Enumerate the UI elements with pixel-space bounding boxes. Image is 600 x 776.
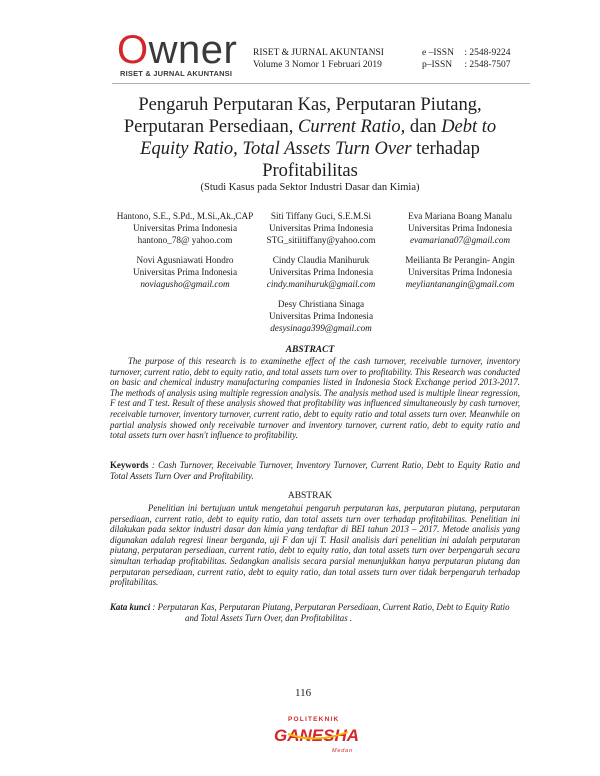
journal-name: RISET & JURNAL AKUNTANSI: [253, 48, 384, 58]
paper-subtitle: (Studi Kasus pada Sektor Industri Dasar dan Kimia): [200, 182, 420, 193]
author-name: Novi Agusniawati Hondro: [136, 255, 234, 265]
abstrak-heading: ABSTRAK: [287, 491, 333, 501]
title-line-2-a: Perputaran Persediaan,: [123, 117, 298, 137]
author-name: Cindy Claudia Manihuruk: [272, 255, 370, 265]
logo-top-text: POLITEKNIK: [288, 716, 340, 723]
author-email: meyliantanangin@gmail.com: [405, 279, 515, 289]
author-email: hantono_78@ yahoo.com: [137, 235, 233, 245]
header-divider: [112, 83, 530, 84]
title-line-3-a: Equity Ratio, Total Assets Turn Over: [140, 139, 412, 159]
author-name: Eva Mariana Boang Manalu: [408, 211, 512, 221]
pissn-row: [422, 59, 511, 71]
journal-logo: [117, 30, 237, 70]
author-email: noviagusho@gmail.com: [140, 279, 230, 289]
title-line-3: [95, 138, 525, 160]
keywords-label: Keywords: [110, 460, 149, 470]
logo-bottom-text: Medan: [332, 748, 353, 754]
author-affiliation: Universitas Prima Indonesia: [132, 223, 238, 233]
author-affiliation: Universitas Prima Indonesia: [268, 223, 374, 233]
title-line-3-b: terhadap: [411, 139, 480, 159]
author-email: desysinaga399@gmail.com: [270, 323, 372, 333]
abstrak-text: Penelitian ini bertujuan untuk mengetahui pengaruh perputaran kas, perputaran piutang, perputaran persediaan, current ratio, debt to equity ratio, dan total assets turn over terhadap profitabilitas. Penelitian ini dilakukan pada sektor industri dasar dan kimia yang terdaftar di BEI tahun 2013 – 2017. Metode analisis yang digunakan adalah regresi linear berganda, uji F dan uji T. Hasil analisis dari penelitian ini adalah perputaran piutang, perputaran persediaan, current ratio, debt to equity ratio, dan total assets turn over berpengaruh secara simultan terhadap profitabilitas. Sedangkan analisis secara parsial menunjukkan hanya perputaran piutang dan perputaran persediaan, current ratio, debt to equity ratio, dan total assets turn over tidak berpengaruh terhadap profitabilitas.: [110, 503, 520, 588]
author-name: Siti Tiffany Guci, S.E.M.Si: [270, 211, 372, 221]
kata-kunci-label: Kata kunci: [110, 602, 151, 612]
author-affiliation: Universitas Prima Indonesia: [268, 267, 374, 277]
author-email: cindy.manihuruk@gmail.com: [266, 279, 376, 289]
abstract-text: The purpose of this research is to examinethe effect of the cash turnover, receivable turnover, inventory turnover, current ratio, debt to equity ratio, and total assets turn over to profitability. This Research was conducted on basic and chemical industry manufacturing companies listed in Indonesia Stock Exchange period 2013-2017. The methods of analysis using multiple regression analysis. The analysis method used is multiple linear regression, F test and T test. Result of these analysis showed that profitability was influenced simultaneously by cash turnover, receivable turnover, inventory turnover, current ratio, debt to equity ratio and total assets turn over. Meanwhile on partial analysis showed only receivable turnover and inventory turnover, current ratio, debt to equity ratio and total assets turn over hasn't influence to profitability.: [110, 356, 520, 441]
title-line-4: Profitabilitas: [262, 161, 358, 181]
kata-kunci-text: : Perputaran Kas, Perputaran Piutang, Perputaran Persediaan, Current Ratio, Debt to Equity Ratio and Total Assets Turn Over, dan Profitabilitas .: [150, 602, 510, 623]
title-line-2: [95, 116, 525, 138]
author-affiliation: Universitas Prima Indonesia: [407, 267, 513, 277]
eissn-value: : 2548-9224: [464, 48, 511, 58]
pissn-value: : 2548-7507: [464, 60, 511, 70]
author-name: Hantono, S.E., S.Pd., M.Si.,Ak.,CAP: [116, 211, 254, 221]
author-email: evamariana07@gmail.com: [409, 235, 511, 245]
title-line-2-c: dan: [405, 117, 442, 137]
author-6: [375, 254, 545, 290]
keywords: [110, 460, 520, 481]
title-line-2-b: Current Ratio,: [297, 117, 406, 137]
eissn-row: [422, 47, 511, 59]
author-affiliation: Universitas Prima Indonesia: [407, 223, 513, 233]
logo-main-text: GANESHA: [274, 726, 358, 745]
logo-letter-o: O: [117, 28, 149, 72]
eissn-label: e –ISSN: [422, 48, 454, 58]
abstract-heading: ABSTRACT: [285, 345, 335, 355]
author-email: STG_sitiitiffany@yahoo.com: [266, 235, 376, 245]
keywords-text: : Cash Turnover, Receivable Turnover, Inventory Turnover, Current Ratio, Debt to Equity Ratio and Total Assets Turn Over and Profitability.: [110, 460, 520, 481]
issn-block: [422, 47, 511, 71]
kata-kunci: [110, 602, 520, 624]
journal-issue: Volume 3 Nomor 1 Februari 2019: [253, 60, 382, 70]
page-number: 116: [295, 687, 312, 699]
politeknik-ganesha-logo: [268, 710, 358, 760]
author-affiliation: Universitas Prima Indonesia: [268, 311, 374, 321]
author-name: Meilianta Br Perangin- Angin: [405, 255, 515, 265]
author-3: [375, 210, 545, 246]
journal-info: [253, 47, 384, 71]
pissn-label: p–ISSN: [422, 60, 453, 70]
paper-title: [95, 94, 525, 182]
title-line-1: Pengaruh Perputaran Kas, Perputaran Piutang,: [138, 95, 482, 115]
author-name: Desy Christiana Sinaga: [277, 299, 365, 309]
logo-subtitle: RISET & JURNAL AKUNTANSI: [120, 69, 233, 78]
ganesha-logo-graphic: [268, 710, 358, 760]
author-affiliation: Universitas Prima Indonesia: [132, 267, 238, 277]
logo-text: wner: [148, 28, 238, 72]
author-7: [236, 298, 406, 334]
title-line-2-d: Debt to: [441, 117, 497, 137]
